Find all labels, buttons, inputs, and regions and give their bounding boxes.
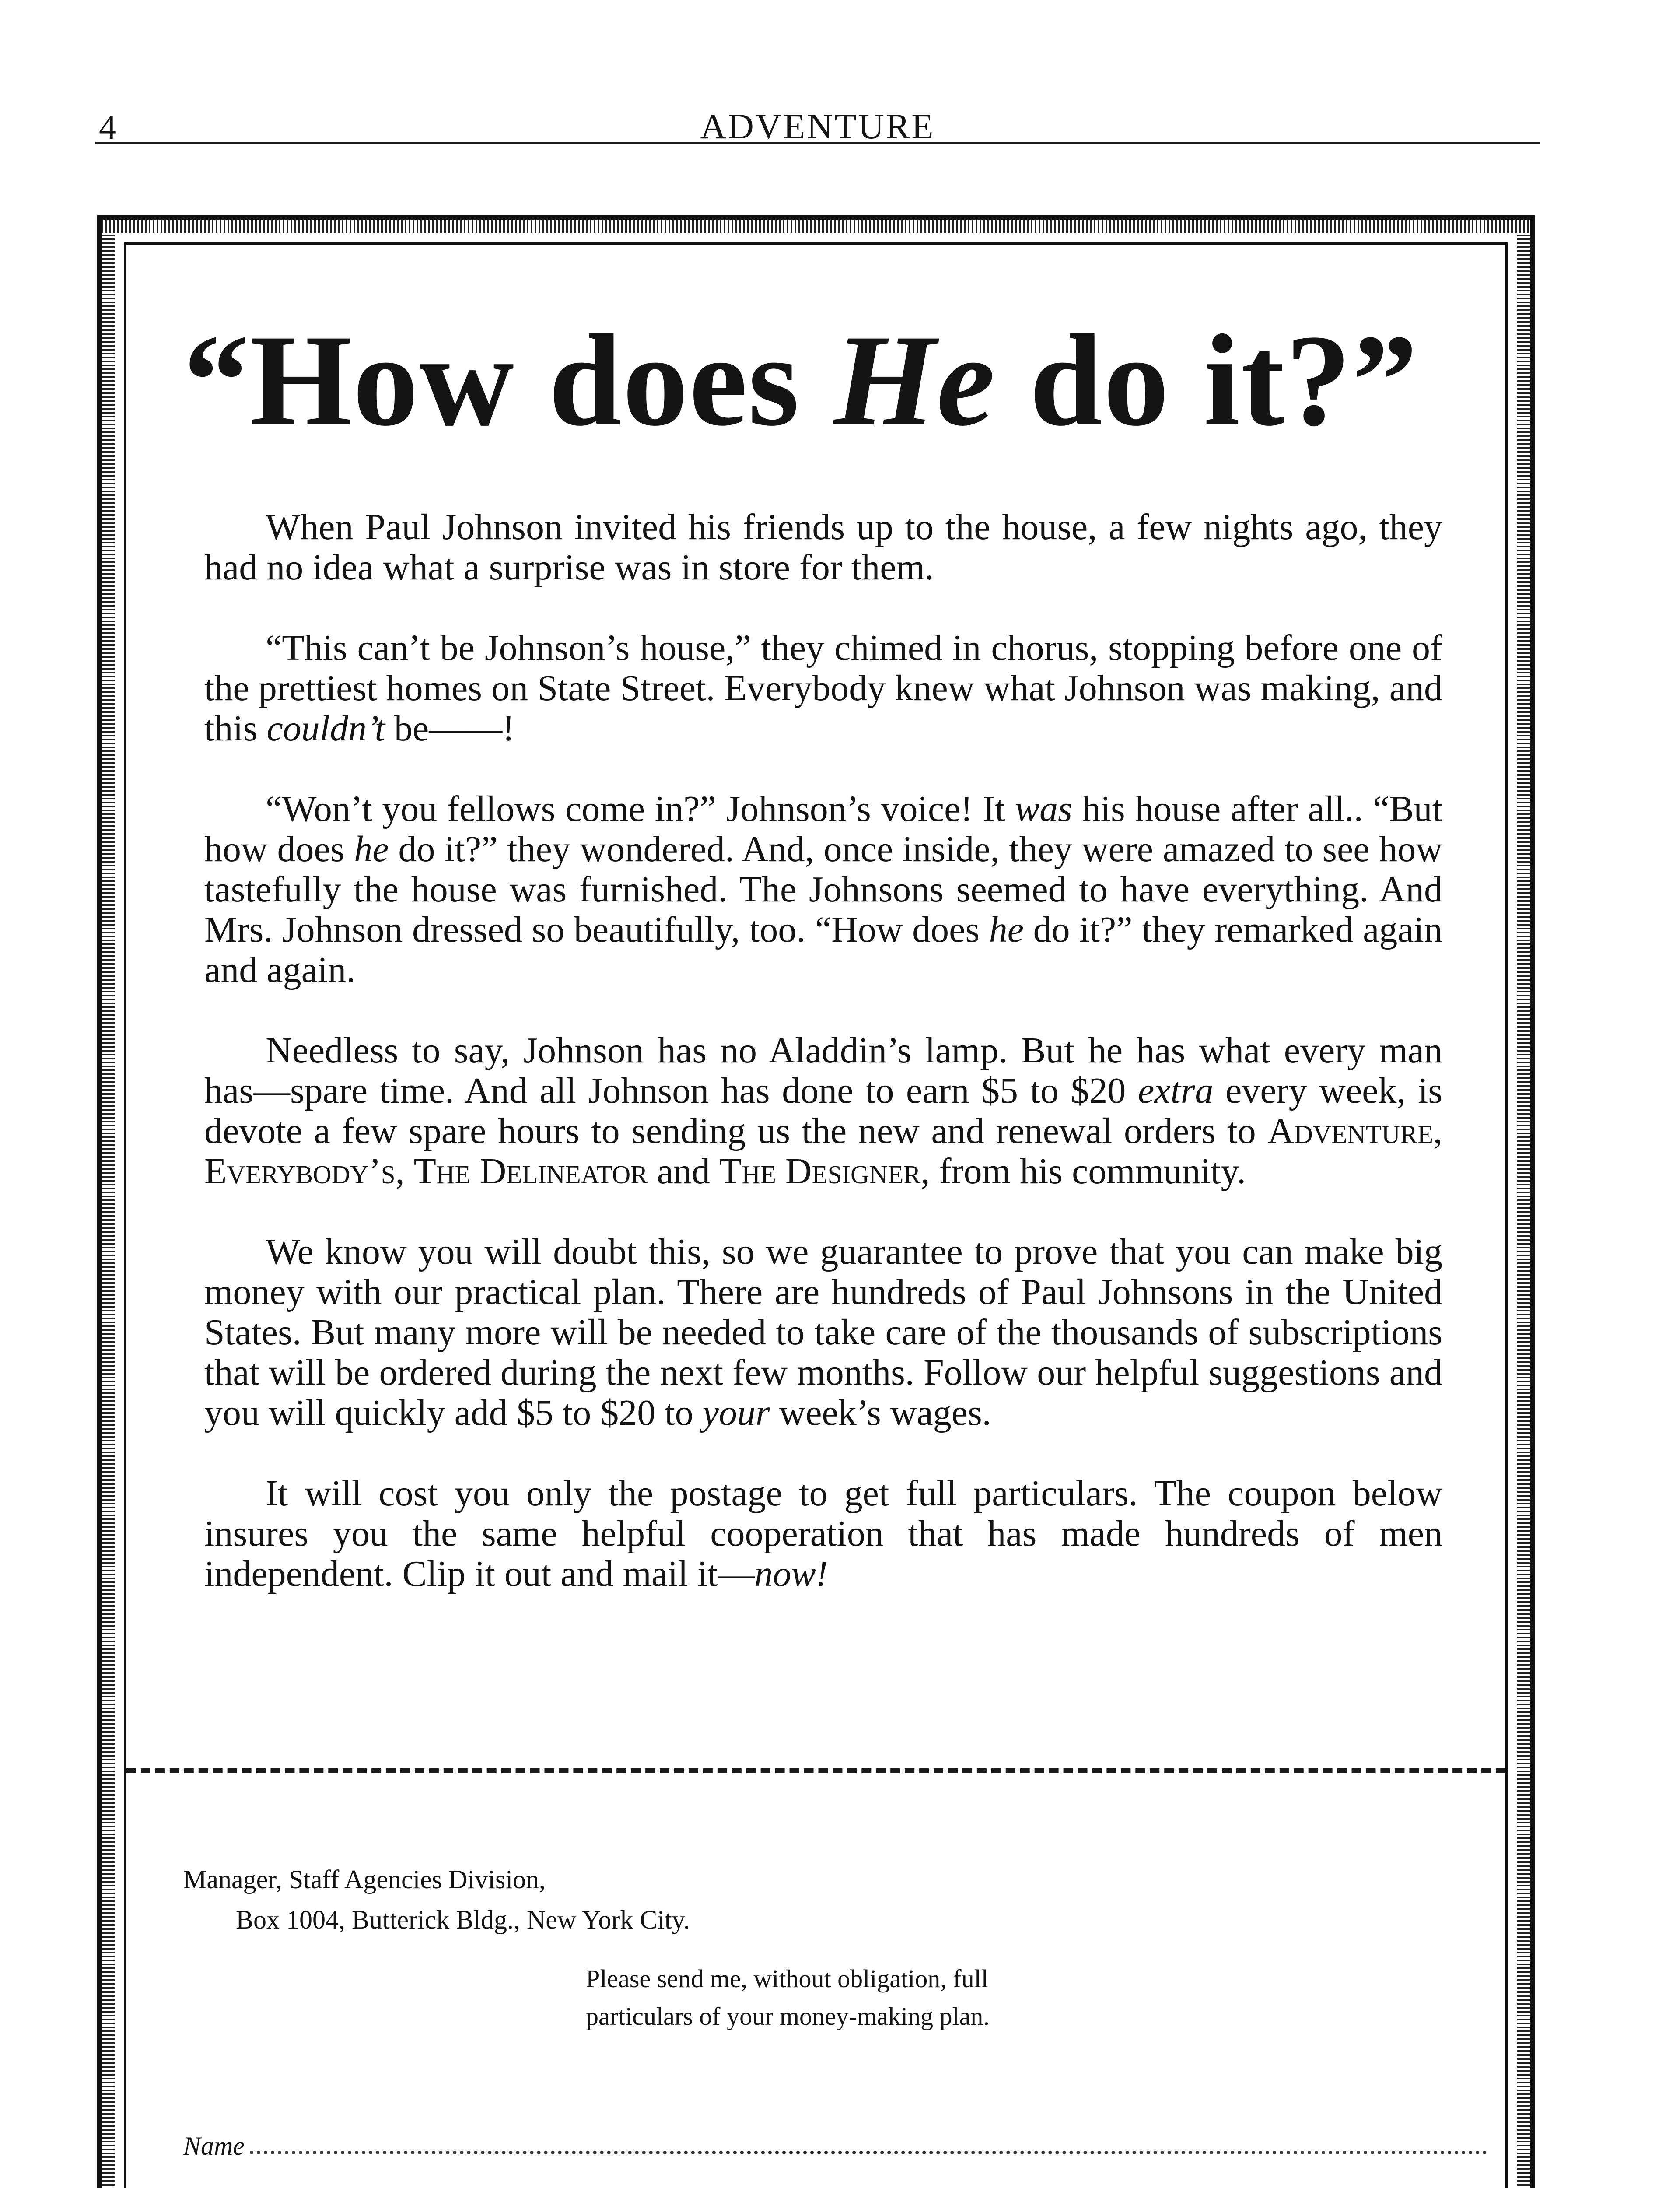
- emphasis-now: now!: [754, 1553, 828, 1594]
- paragraph-5: We know you will doubt this, so we guarantee to prove that you can make big money with our practical plan. There are hundreds of Paul Johnsons in the United States. But many more will be needed to take care of the thousands of subscriptions that will be ordered during the next few months. Follow our helpful suggestions and you will quickly add $5 to $20 to your week’s wages.: [204, 1231, 1442, 1433]
- emphasis-extra: extra: [1138, 1070, 1214, 1111]
- paragraph-2: “This can’t be Johnson’s house,” they chimed in chorus, stopping before one of the prettiest homes on State Street. Everybody knew what Johnson was making, and this couldn’t be——!: [204, 628, 1442, 749]
- magazine-adventure: Adventure: [1267, 1111, 1433, 1151]
- name-label: Name: [183, 2132, 245, 2160]
- emphasis-your: your: [702, 1392, 770, 1433]
- headline-part-open: “How does: [183, 308, 834, 453]
- headline-emphasis: He: [833, 308, 996, 453]
- request-line-1: Please send me, without obligation, full: [586, 1964, 988, 1993]
- ad-body: [204, 507, 1442, 1634]
- addressee-line-2: Box 1004, Butterick Bldg., New York City.: [236, 1905, 690, 1934]
- running-header: [95, 100, 1540, 147]
- emphasis-he-2: he: [989, 909, 1024, 950]
- magazine-designer: The Designer: [719, 1151, 921, 1192]
- emphasis-couldnt: couldn’t: [266, 708, 385, 749]
- paragraph-3: “Won’t you fellows come in?” Johnson’s voice! It was his house after all.. “But how does he do it?” they wondered. And, once inside, they were amazed to see how tastefully the house was furnished. The Johnsons seemed to have everything. And Mrs. Johnson dressed so beautifully, too. “How does he do it?” they remarked again and again.: [204, 789, 1442, 990]
- ad-headline: [183, 308, 1496, 453]
- coupon-addressee: [183, 1859, 690, 1940]
- running-title: ADVENTURE: [700, 106, 935, 146]
- paragraph-4: Needless to say, Johnson has no Aladdin’s lamp. But he has what every man has—spare time. And all Johnson has done to earn $5 to $20 extra every week, is devote a few spare hours to sending us the new and renewal orders to Adventure, Everybody’s, The Delineator and The Designer, from his community.: [204, 1030, 1442, 1192]
- page-number: 4: [99, 108, 116, 147]
- advertisement-frame: [97, 215, 1535, 2188]
- coupon-cut-line: [126, 1768, 1505, 1773]
- name-line[interactable]: [250, 2151, 1487, 2154]
- addressee-line-1: Manager, Staff Agencies Division,: [183, 1865, 546, 1894]
- name-field[interactable]: [183, 2126, 1487, 2161]
- paragraph-1: When Paul Johnson invited his friends up to the house, a few nights ago, they had no idea what a surprise was in store for them.: [204, 507, 1442, 588]
- magazine-delineator: The Delineator: [413, 1151, 648, 1192]
- request-line-2: particulars of your money-making plan.: [586, 2002, 990, 2030]
- advertisement-panel: [124, 242, 1508, 2188]
- headline-part-close: do it?”: [996, 308, 1419, 453]
- coupon-request: [586, 1960, 1242, 2035]
- emphasis-was: was: [1015, 789, 1072, 829]
- magazine-everybodys: Everybody’s: [204, 1151, 396, 1192]
- paragraph-6: It will cost you only the postage to get full particulars. The coupon below insures you the same helpful cooperation that has made hundreds of men independent. Clip it out and mail it—now!: [204, 1473, 1442, 1594]
- emphasis-he: he: [354, 829, 389, 870]
